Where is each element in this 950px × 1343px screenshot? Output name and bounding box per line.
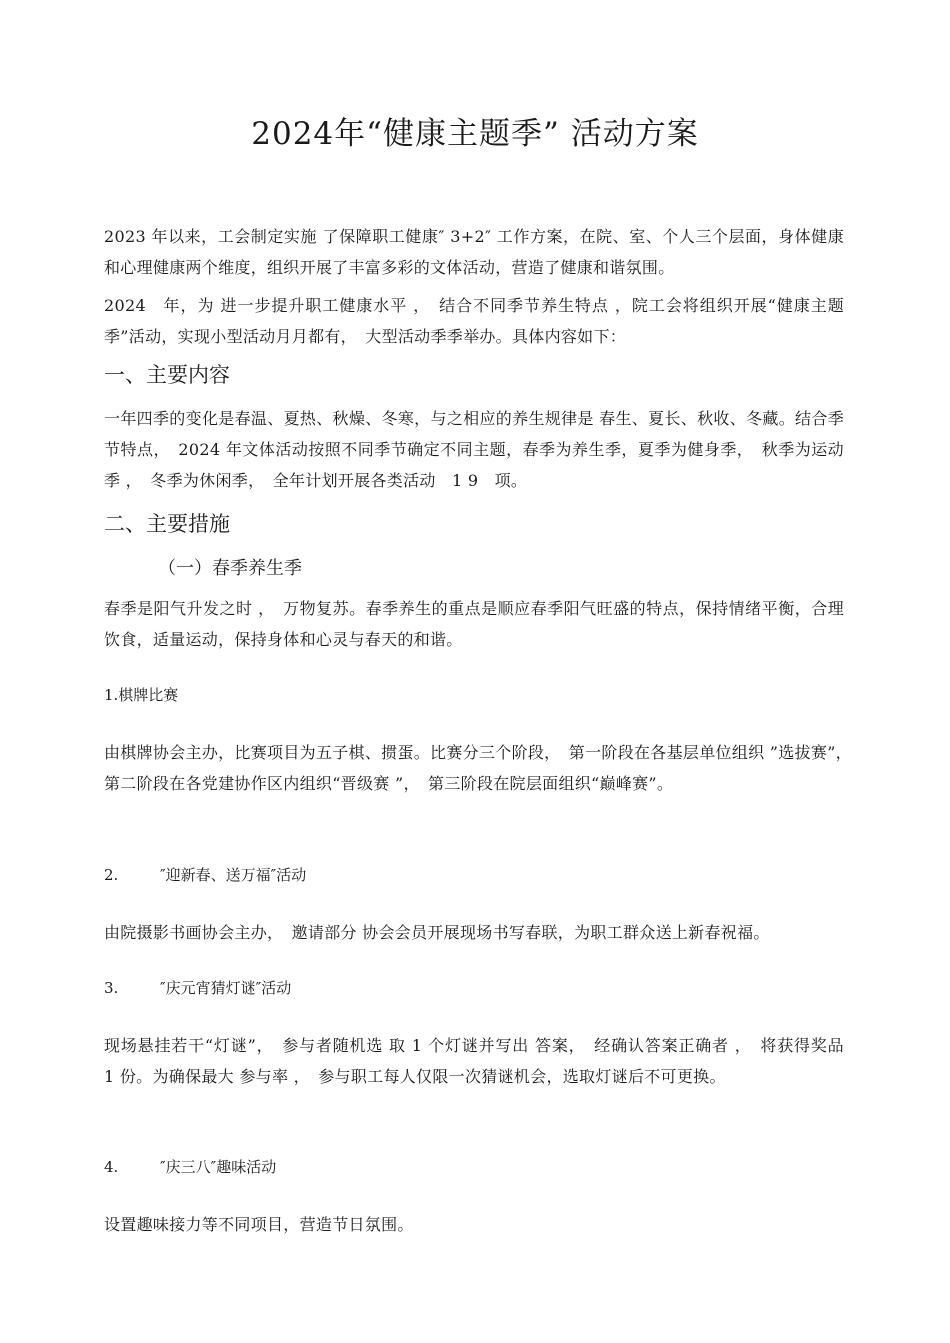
section-2-heading: 二、主要措施: [104, 512, 230, 536]
item-1-body: 由棋牌协会主办，比赛项目为五子棋、掼蛋。比赛分三个阶段， 第一阶段在各基层单位组织 ”选拔赛”， 第二阶段在各党建协作区内组织“晋级赛 ”， 第三阶段在院层面组织“巅峰赛”。: [104, 743, 861, 793]
item-2-title-text: ″迎新春、送万福″活动: [160, 866, 307, 884]
item-3-body: 现场悬挂若干“灯谜”， 参与者随机选 取 1 个灯谜并写出 答案， 经确认答案正确者 ， 将获得奖品 1 份。为确保最大 参与率 ， 参与职工每人仅限一次猜谜机会，选取灯谜后不可更换。: [104, 1036, 861, 1086]
item-3-title-text: ″庆元宵猜灯谜″活动: [160, 979, 292, 997]
section-1-paragraph: 一年四季的变化是春温、夏热、秋燥、冬寒，与之相应的养生规律是 春生、夏长、秋收、冬藏。结合季节特点， 2024 年文体活动按照不同季节确定不同主题，春季为养生季，夏季为健身季， 秋季为运动季 ， 冬季为休闲季， 全年计划开展各类活动 1 9 项。: [104, 409, 844, 490]
section-1-heading: 一、主要内容: [104, 363, 230, 387]
item-2-body: 由院摄影书画协会主办， 邀请部分 协会会员开展现场书写春联，为职工群众送上新春祝福。: [104, 923, 770, 942]
document-title: 2024年“健康主题季” 活动方案: [251, 116, 699, 152]
item-3-number: 3.: [104, 979, 119, 997]
item-4-title-text: ″庆三八″趣味活动: [160, 1158, 277, 1176]
subsection-spring-heading: （一）春季养生季: [158, 558, 302, 579]
item-4-number: 4.: [104, 1158, 119, 1176]
item-3-title: [104, 976, 291, 1000]
item-2-number: 2.: [104, 866, 119, 884]
item-4-title: [104, 1155, 276, 1179]
intro-paragraph-1: 2023 年以来，工会制定实施 了保障职工健康″ 3+2″ 工作方案，在院、室、个人三个层面，身体健康和心理健康两个维度，组织开展了丰富多彩的文体活动，营造了健康和谐氛围。: [104, 227, 844, 277]
item-4-body: 设置趣味接力等不同项目，营造节日氛围。: [104, 1215, 414, 1234]
item-2-title: [104, 863, 306, 887]
item-1-title: 1.棋牌比赛: [104, 686, 179, 704]
subsection-spring-paragraph: 春季是阳气升发之时 ， 万物复苏。春季养生的重点是顺应春季阳气旺盛的特点，保持情绪平衡，合理饮食，适量运动，保持身体和心灵与春天的和谐。: [104, 599, 844, 649]
intro-paragraph-2: 2024 年，为 进一步提升职工健康水平 ， 结合不同季节养生特点 ，院工会将组织开展“健康主题季”活动，实现小型活动月月都有， 大型活动季季举办。具体内容如下：: [104, 296, 844, 346]
